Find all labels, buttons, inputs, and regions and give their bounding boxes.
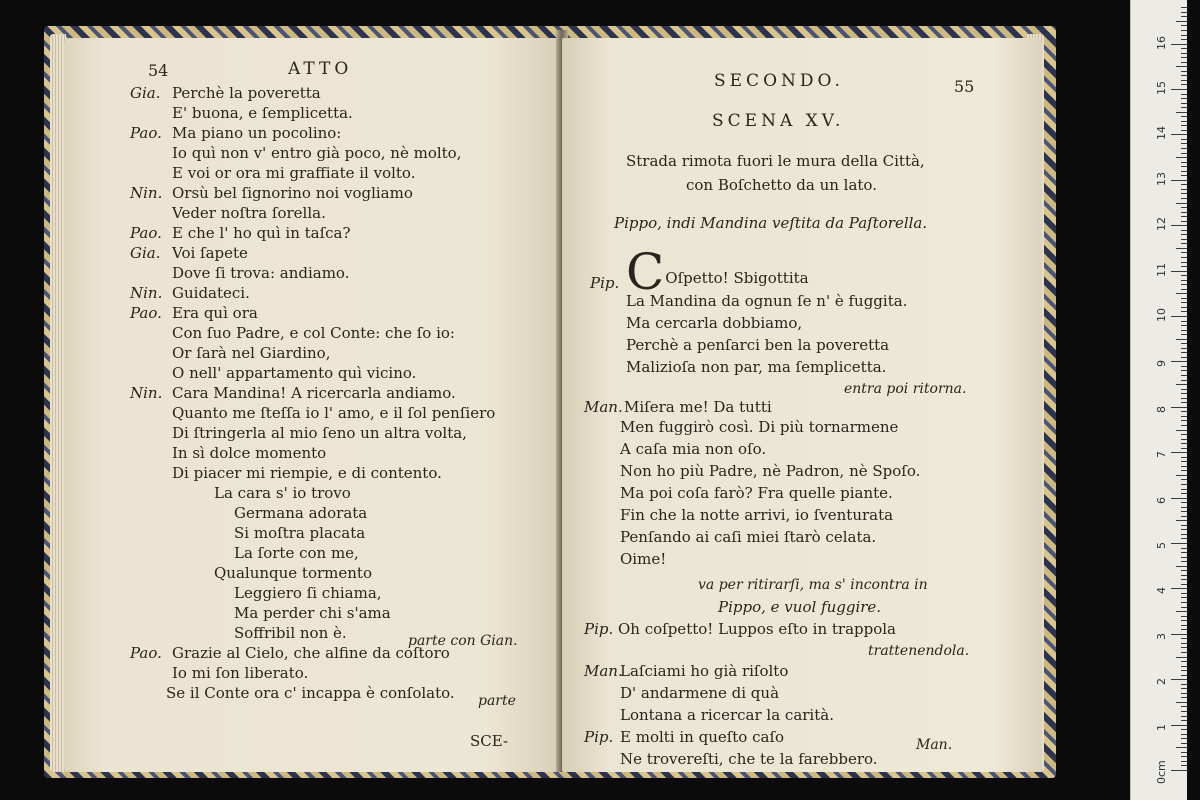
ruler-tick [1181, 602, 1187, 603]
ruler-tick [1181, 94, 1187, 95]
ruler-tick [1181, 125, 1187, 126]
ruler-tick [1181, 484, 1187, 485]
ruler-tick [1181, 697, 1187, 698]
ruler-tick [1181, 720, 1187, 721]
ruler-tick [1181, 557, 1187, 558]
ruler-tick [1176, 157, 1187, 158]
ruler-tick [1181, 80, 1187, 81]
verse-line: Di ſtringerla al mio ſeno un altra volta, [172, 424, 467, 442]
ruler-tick [1181, 121, 1187, 122]
ruler-tick [1171, 180, 1187, 181]
verse-line: Guidateci. [172, 284, 250, 302]
left-running-head: ATTO [288, 59, 353, 79]
catchword: Man. [916, 737, 953, 753]
verse-line: Perchè a penſarci ben la poveretta [626, 336, 890, 354]
ruler-tick [1171, 543, 1187, 544]
stage-direction: va per ritirarſi, ma s' incontra in [698, 577, 928, 593]
ruler-tick [1181, 425, 1187, 426]
ruler-tick [1181, 570, 1187, 571]
ruler-tick [1171, 89, 1187, 90]
ruler-tick [1181, 511, 1187, 512]
ruler-tick [1181, 666, 1187, 667]
verse-line: Oh coſpetto! Luppos eſto in trappola [618, 620, 896, 638]
ruler-label: 6 [1155, 496, 1168, 504]
ruler-tick [1181, 738, 1187, 739]
speaker-label: Gia. [130, 84, 161, 102]
verse-line: La cara s' io trovo [214, 484, 351, 502]
verse-line: Si moſtra placata [234, 524, 366, 542]
ruler-tick [1181, 711, 1187, 712]
drop-cap: C [626, 243, 665, 301]
ruler-tick [1181, 53, 1187, 54]
ruler-tick [1181, 35, 1187, 36]
ruler-tick [1181, 370, 1187, 371]
verse-line: Orsù bel ſignorino noi vogliamo [172, 184, 413, 202]
ruler-tick [1176, 203, 1187, 204]
verse-line: La ſorte con me, [234, 544, 359, 562]
speaker-label: Pip. [590, 274, 620, 292]
ruler-tick [1181, 393, 1187, 394]
verse-line: D' andarmene di quà [620, 684, 780, 702]
ruler-label: 8 [1155, 405, 1168, 413]
ruler-tick [1181, 216, 1187, 217]
ruler-tick [1181, 307, 1187, 308]
scene-title: SCENA XV. [712, 111, 845, 131]
speaker-label: Nin. [130, 284, 163, 302]
ruler-tick [1181, 130, 1187, 131]
ruler-tick [1181, 98, 1187, 99]
verse-line: Ma poi coſa farò? Fra quelle piante. [620, 484, 893, 502]
ruler-tick [1176, 747, 1187, 748]
ruler-tick [1181, 752, 1187, 753]
speaker-label: Pip. [584, 728, 614, 746]
first-verse [626, 243, 809, 301]
stage-direction: Pippo, e vuol fuggire. [718, 598, 882, 616]
ruler-tick [1181, 389, 1187, 390]
speaker-label: Pao. [130, 224, 162, 242]
ruler-label: 0cm [1155, 760, 1168, 784]
ruler-label: 12 [1155, 217, 1168, 232]
ruler-tick [1181, 143, 1187, 144]
ruler-tick [1181, 629, 1187, 630]
ruler-tick [1181, 334, 1187, 335]
ruler-tick [1171, 452, 1187, 453]
ruler-tick [1181, 439, 1187, 440]
ruler-tick [1171, 225, 1187, 226]
verse-line: E voi or ora mi graffiate il volto. [172, 164, 416, 182]
verse-line: Penſando ai caſi miei ſtarò celata. [620, 528, 877, 546]
ruler-tick [1181, 62, 1187, 63]
stage-direction: parte [478, 693, 516, 709]
ruler-tick [1181, 289, 1187, 290]
ruler-tick [1181, 116, 1187, 117]
verse-line: Qualunque tormento [214, 564, 372, 582]
ruler-tick [1181, 625, 1187, 626]
ruler-label: 1 [1155, 723, 1168, 731]
verse-line: Dove ſi trova: andiamo. [172, 264, 350, 282]
ruler-label: 14 [1155, 126, 1168, 141]
ruler-tick [1181, 139, 1187, 140]
ruler-tick [1176, 430, 1187, 431]
ruler-tick [1181, 661, 1187, 662]
ruler-tick [1181, 107, 1187, 108]
ruler-tick [1181, 607, 1187, 608]
verse-line: Leggiero ſi chiama, [234, 584, 382, 602]
ruler-tick [1181, 420, 1187, 421]
ruler-tick [1181, 325, 1187, 326]
right-page [562, 38, 1042, 772]
ruler-tick [1171, 498, 1187, 499]
speaker-label: Pao. [130, 304, 162, 322]
ruler-tick [1181, 189, 1187, 190]
stage-direction: trattenendola. [868, 643, 970, 659]
ruler-tick [1176, 520, 1187, 521]
ruler-tick [1181, 584, 1187, 585]
ruler-tick [1181, 198, 1187, 199]
ruler-tick [1181, 275, 1187, 276]
ruler-tick [1181, 470, 1187, 471]
ruler-tick [1171, 725, 1187, 726]
verse-line: Io mi ſon liberato. [172, 664, 309, 682]
ruler-tick [1181, 597, 1187, 598]
ruler-tick [1181, 193, 1187, 194]
ruler-tick [1181, 411, 1187, 412]
ruler-tick [1181, 239, 1187, 240]
ruler-tick [1176, 248, 1187, 249]
ruler-tick [1181, 457, 1187, 458]
ruler-label: 11 [1155, 262, 1168, 277]
ruler-label: 4 [1155, 587, 1168, 595]
ruler-tick [1181, 12, 1187, 13]
ruler-tick [1181, 262, 1187, 263]
ruler-tick [1181, 375, 1187, 376]
speaker-label: Pao. [130, 644, 162, 662]
verse-line: E che l' ho quì in taſca? [172, 224, 351, 242]
verse-line: Se il Conte ora c' incappa è conſolato. [166, 684, 455, 702]
verse-line: E' buona, e ſemplicetta. [172, 104, 353, 122]
ruler-label: 2 [1155, 678, 1168, 686]
speaker-label: Nin. [130, 384, 163, 402]
speaker-label: Man. [584, 398, 623, 416]
ruler-tick [1181, 434, 1187, 435]
ruler-tick [1171, 770, 1187, 771]
ruler-tick [1181, 84, 1187, 85]
ruler-label: 5 [1155, 542, 1168, 549]
ruler-tick [1176, 293, 1187, 294]
ruler-tick [1181, 184, 1187, 185]
verse-line: In sì dolce momento [172, 444, 327, 462]
ruler-tick [1181, 647, 1187, 648]
verse-line: La Mandina da ognun ſe n' è fuggita. [626, 292, 908, 310]
ruler-tick [1181, 534, 1187, 535]
ruler-tick [1181, 729, 1187, 730]
ruler-tick [1181, 765, 1187, 766]
ruler-label: 10 [1155, 308, 1168, 322]
ruler-tick [1181, 348, 1187, 349]
ruler-tick [1181, 252, 1187, 253]
ruler-tick [1181, 448, 1187, 449]
ruler-tick [1171, 407, 1187, 408]
ruler-tick [1181, 398, 1187, 399]
ruler-tick [1181, 71, 1187, 72]
verse-line: Germana adorata [234, 504, 368, 522]
verse-line: Io quì non v' entro già poco, nè molto, [172, 144, 462, 162]
verse-line: Or ſarà nel Giardino, [172, 344, 331, 362]
ruler-tick [1171, 361, 1187, 362]
ruler-tick [1181, 643, 1187, 644]
ruler-tick [1176, 339, 1187, 340]
ruler-tick [1171, 679, 1187, 680]
ruler-tick [1181, 30, 1187, 31]
stage-direction: entra poi ritorna. [844, 381, 967, 397]
character-list: Pippo, indi Mandina veſtita da Paſtorella. [614, 214, 928, 232]
ruler-tick [1181, 352, 1187, 353]
ruler-tick [1171, 44, 1187, 45]
ruler-tick [1181, 148, 1187, 149]
ruler-tick [1181, 684, 1187, 685]
ruler-tick [1181, 162, 1187, 163]
ruler-tick [1181, 734, 1187, 735]
verse-line: Voi ſapete [172, 244, 248, 262]
ruler-tick [1181, 552, 1187, 553]
ruler-tick [1181, 103, 1187, 104]
ruler-tick [1181, 298, 1187, 299]
ruler-tick [1181, 16, 1187, 17]
ruler-tick [1176, 112, 1187, 113]
ruler-tick [1181, 171, 1187, 172]
ruler-tick [1181, 234, 1187, 235]
ruler-label: 7 [1155, 451, 1168, 459]
ruler-tick [1181, 230, 1187, 231]
verse-line: Ne trovereſti, che te la farebbero. [620, 750, 878, 768]
ruler-tick [1181, 343, 1187, 344]
ruler-label: 15 [1155, 81, 1168, 95]
ruler-tick [1181, 489, 1187, 490]
ruler-tick [1181, 39, 1187, 40]
ruler-tick [1181, 525, 1187, 526]
ruler-label: 9 [1155, 360, 1168, 368]
verse-line: Miſera me! Da tutti [624, 398, 772, 416]
verse-line: Perchè la poveretta [172, 84, 321, 102]
ruler-tick [1181, 25, 1187, 26]
ruler-tick [1181, 638, 1187, 639]
ruler-tick [1176, 657, 1187, 658]
speaker-label: Nin. [130, 184, 163, 202]
ruler-tick [1181, 479, 1187, 480]
ruler-label: 16 [1155, 35, 1168, 50]
ruler-tick [1181, 166, 1187, 167]
ruler-tick [1176, 611, 1187, 612]
ruler-tick [1181, 257, 1187, 258]
speaker-label: Man. [584, 662, 623, 680]
left-page [64, 38, 560, 772]
ruler-tick [1171, 316, 1187, 317]
ruler-tick [1181, 616, 1187, 617]
verse-line: Con ſuo Padre, e col Conte: che ſo io: [172, 324, 455, 342]
ruler-tick [1181, 693, 1187, 694]
ruler-tick [1181, 7, 1187, 8]
verse-line: Grazie al Cielo, che alfine da coſtoro [172, 644, 450, 662]
ruler-tick [1181, 706, 1187, 707]
ruler-tick [1181, 57, 1187, 58]
ruler-tick [1181, 502, 1187, 503]
verse-line: Ma piano un pocolino: [172, 124, 342, 142]
ruler-tick [1181, 443, 1187, 444]
verse-line: Laſciami ho già riſolto [620, 662, 789, 680]
ruler-label: 13 [1155, 171, 1168, 186]
ruler-tick [1181, 466, 1187, 467]
ruler-tick [1181, 593, 1187, 594]
ruler-tick [1181, 48, 1187, 49]
ruler-tick [1181, 75, 1187, 76]
ruler-tick [1181, 280, 1187, 281]
ruler-tick [1181, 743, 1187, 744]
verse-line: O nell' appartamento quì vicino. [172, 364, 417, 382]
ruler-tick [1181, 212, 1187, 213]
ruler-tick [1176, 475, 1187, 476]
ruler-tick [1176, 702, 1187, 703]
ruler-tick [1181, 670, 1187, 671]
ruler-tick [1181, 756, 1187, 757]
verse-line: Malizioſa non par, ma ſemplicetta. [626, 358, 887, 376]
ruler-tick [1181, 529, 1187, 530]
verse-line: Ma cercarla dobbiamo, [626, 314, 803, 332]
ruler-tick [1181, 153, 1187, 154]
scene-setting: Strada rimota fuori le mura della Città, [626, 152, 925, 170]
ruler-tick [1171, 134, 1187, 135]
ruler-tick [1181, 548, 1187, 549]
ruler-tick [1181, 688, 1187, 689]
verse-line: Lontana a ricercar la carità. [620, 706, 834, 724]
ruler-tick [1181, 284, 1187, 285]
ruler-tick [1181, 311, 1187, 312]
ruler-tick [1181, 175, 1187, 176]
speaker-label: Pao. [130, 124, 162, 142]
ruler-tick [1181, 380, 1187, 381]
stage-direction: parte con Gian. [408, 633, 518, 649]
measuring-ruler [1130, 0, 1187, 800]
ruler-tick [1176, 66, 1187, 67]
ruler-tick [1181, 330, 1187, 331]
ruler-tick [1171, 271, 1187, 272]
ruler-tick [1181, 675, 1187, 676]
ruler-tick [1181, 538, 1187, 539]
ruler-tick [1181, 461, 1187, 462]
ruler-tick [1171, 634, 1187, 635]
ruler-tick [1181, 243, 1187, 244]
ruler-tick [1181, 402, 1187, 403]
ruler-tick [1171, 588, 1187, 589]
speaker-label: Pip. [584, 620, 614, 638]
verse-line: A caſa mia non oſo. [620, 440, 767, 458]
ruler-tick [1181, 507, 1187, 508]
verse-line: Fin che la notte arrivi, io ſventurata [620, 506, 894, 524]
verse-line: Non ho più Padre, nè Padron, nè Spoſo. [620, 462, 921, 480]
right-page-number: 55 [954, 77, 975, 96]
ruler-tick [1181, 207, 1187, 208]
ruler-tick [1181, 493, 1187, 494]
right-running-head: SECONDO. [714, 71, 844, 91]
ruler-label: 3 [1155, 632, 1168, 640]
verse-line: E molti in queſto caſo [620, 728, 785, 746]
ruler-tick [1181, 652, 1187, 653]
ruler-tick [1176, 566, 1187, 567]
ruler-tick [1181, 516, 1187, 517]
ruler-tick [1176, 21, 1187, 22]
ruler-tick [1181, 366, 1187, 367]
ruler-tick [1181, 761, 1187, 762]
ruler-tick [1181, 575, 1187, 576]
ruler-tick [1181, 716, 1187, 717]
ruler-tick [1176, 384, 1187, 385]
verse-line: Cara Mandina! A ricercarla andiamo. [172, 384, 456, 402]
ruler-tick [1181, 302, 1187, 303]
verse-line: Di piacer mi riempie, e di contento. [172, 464, 442, 482]
ruler-tick [1181, 620, 1187, 621]
verse-line: Men fuggirò così. Di più tornarmene [620, 418, 899, 436]
verse-line: Ma perder chi s'ama [234, 604, 391, 622]
verse-line: Quanto me ſteſſa io l' amo, e il ſol penſiero [172, 404, 496, 422]
scene-setting: con Boſchetto da un lato. [686, 176, 877, 194]
catchword: SCE- [470, 732, 509, 750]
ruler-tick [1181, 221, 1187, 222]
ruler-tick [1181, 579, 1187, 580]
ruler-tick [1181, 266, 1187, 267]
ruler-tick [1181, 321, 1187, 322]
ruler-tick [1181, 416, 1187, 417]
verse-line: Soffribil non è. [234, 624, 347, 642]
verse-line: Veder noſtra ſorella. [172, 204, 326, 222]
left-page-number: 54 [148, 61, 169, 80]
ruler-tick [1181, 561, 1187, 562]
verse-line: Oime! [620, 550, 667, 568]
speaker-label: Gia. [130, 244, 161, 262]
ruler-tick [1181, 357, 1187, 358]
verse-line: Era quì ora [172, 304, 258, 322]
first-verse-text: Oſpetto! Sbigottita [665, 269, 809, 287]
